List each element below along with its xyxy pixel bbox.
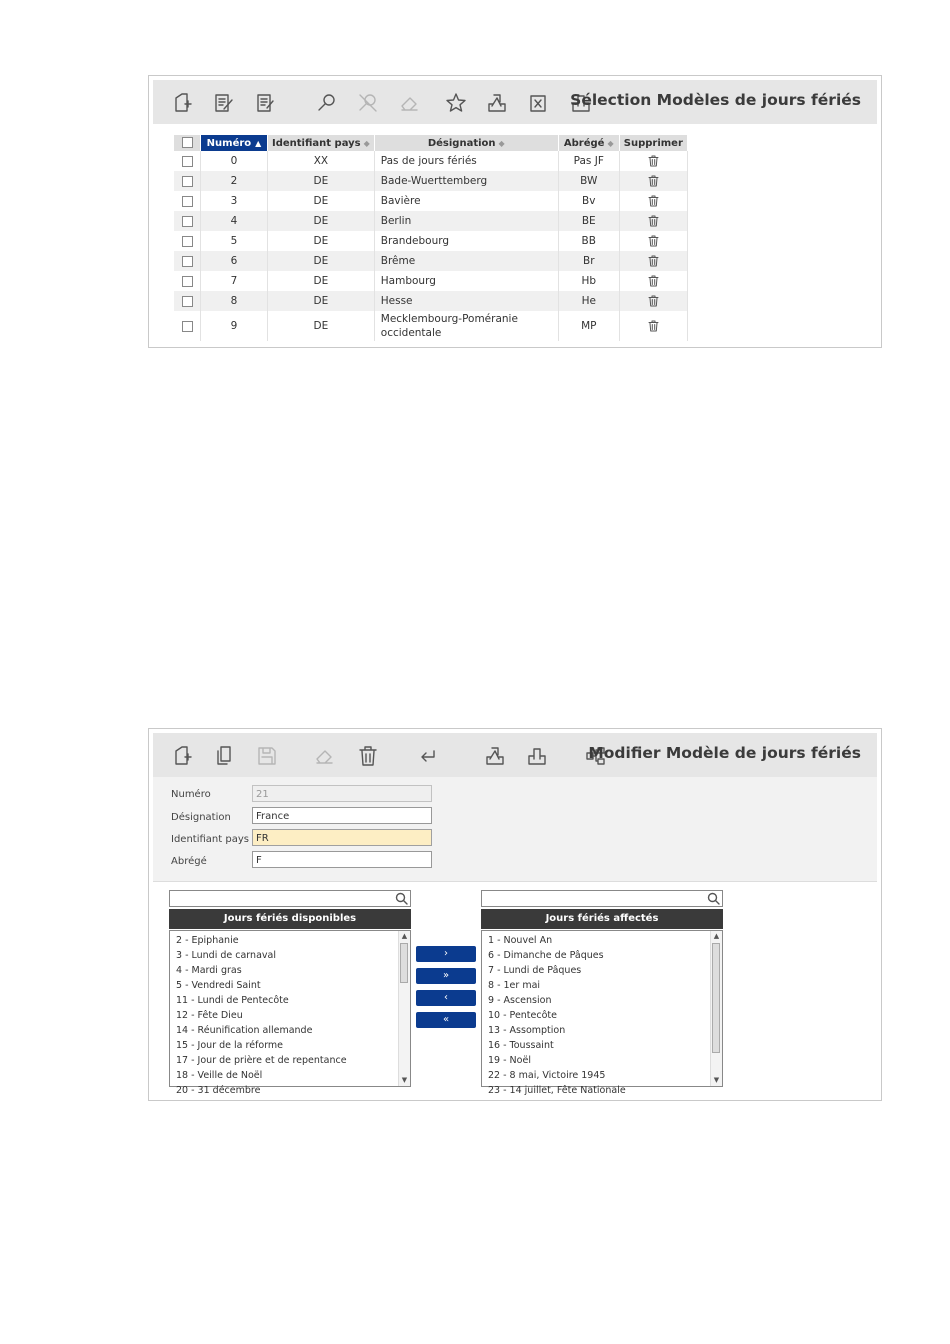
column-header-numero[interactable]: Numéro ▲: [201, 135, 268, 151]
table-row[interactable]: 5 DE Brandebourg BB: [174, 231, 687, 251]
list-item[interactable]: 6 - Dimanche de Pâques: [488, 950, 604, 961]
list-item[interactable]: 1 - Nouvel An: [488, 935, 553, 946]
export-icon[interactable]: [526, 745, 548, 767]
trash-icon[interactable]: [619, 171, 687, 191]
list-item[interactable]: 10 - Pentecôte: [488, 1010, 557, 1021]
search-icon[interactable]: [316, 92, 338, 114]
row-checkbox[interactable]: [182, 156, 193, 167]
scroll-thumb[interactable]: [712, 943, 720, 1053]
available-search-input[interactable]: [169, 890, 411, 907]
assigned-list-header: Jours fériés affectés: [481, 909, 723, 929]
divider: [153, 881, 877, 882]
add-one-button[interactable]: ›: [416, 946, 476, 962]
row-checkbox[interactable]: [182, 256, 193, 267]
remove-one-button[interactable]: ‹: [416, 990, 476, 1006]
list-item[interactable]: 14 - Réunification allemande: [176, 1025, 313, 1036]
list-item[interactable]: 16 - Toussaint: [488, 1040, 554, 1051]
scroll-up-icon[interactable]: ▲: [713, 932, 720, 940]
assigned-list[interactable]: [481, 930, 723, 1096]
abrege-label: Abrégé: [171, 856, 207, 867]
list-item[interactable]: 4 - Mardi gras: [176, 965, 242, 976]
add-all-button[interactable]: »: [416, 968, 476, 984]
pays-label: Identifiant pays: [171, 834, 249, 845]
copy-icon[interactable]: [214, 745, 236, 767]
table-header-row: [174, 135, 687, 151]
numero-field: 21: [252, 785, 432, 802]
assigned-search-input[interactable]: [481, 890, 723, 907]
selection-toolbar: [153, 80, 877, 124]
trash-icon[interactable]: [619, 231, 687, 251]
row-checkbox[interactable]: [182, 296, 193, 307]
star-icon[interactable]: [445, 92, 467, 114]
available-list-header: Jours fériés disponibles: [169, 909, 411, 929]
table-row[interactable]: 2 DE Bade-Wuerttemberg BW: [174, 171, 687, 191]
page-title: Sélection Modèles de jours fériés: [570, 91, 861, 109]
new-icon[interactable]: [172, 92, 194, 114]
column-header-abrege[interactable]: Abrégé ◆: [558, 135, 619, 151]
save-icon[interactable]: [256, 745, 278, 767]
list-item[interactable]: 22 - 8 mai, Victoire 1945: [488, 1070, 606, 1081]
list-item[interactable]: 23 - 14 juillet, Fête Nationale: [488, 1085, 626, 1096]
table-row[interactable]: 3 DE Bavière Bv: [174, 191, 687, 211]
row-checkbox[interactable]: [182, 236, 193, 247]
trash-icon[interactable]: [619, 191, 687, 211]
table-row[interactable]: 7 DE Hambourg Hb: [174, 271, 687, 291]
trash-icon[interactable]: [619, 291, 687, 311]
edit-form: [153, 777, 877, 881]
row-checkbox[interactable]: [182, 216, 193, 227]
table-row[interactable]: 8 DE Hesse He: [174, 291, 687, 311]
row-checkbox[interactable]: [182, 276, 193, 287]
scroll-up-icon[interactable]: ▲: [401, 932, 408, 940]
list-item[interactable]: 17 - Jour de prière et de repentance: [176, 1055, 347, 1066]
list-item[interactable]: 18 - Veille de Noël: [176, 1070, 263, 1081]
scroll-thumb[interactable]: [400, 943, 408, 983]
table-row[interactable]: 6 DE Brême Br: [174, 251, 687, 271]
search-icon[interactable]: [707, 892, 720, 905]
assigned-scrollbar[interactable]: [710, 931, 722, 1086]
new-icon[interactable]: [172, 745, 194, 767]
scroll-down-icon[interactable]: ▼: [713, 1076, 720, 1084]
edit-toolbar: [153, 733, 877, 777]
search-off-icon[interactable]: [357, 92, 379, 114]
search-icon[interactable]: [395, 892, 408, 905]
designation-label: Désignation: [171, 812, 231, 823]
column-header-designation[interactable]: Désignation ◆: [374, 135, 558, 151]
list-item[interactable]: 11 - Lundi de Pentecôte: [176, 995, 289, 1006]
list-item[interactable]: 19 - Noël: [488, 1055, 531, 1066]
print-icon[interactable]: [486, 92, 508, 114]
page-title: Modifier Modèle de jours fériés: [588, 744, 861, 762]
row-checkbox[interactable]: [182, 176, 193, 187]
excel-icon[interactable]: [528, 92, 550, 114]
row-checkbox[interactable]: [182, 196, 193, 207]
selection-panel: [148, 75, 882, 348]
return-icon[interactable]: [417, 745, 439, 767]
remove-all-button[interactable]: «: [416, 1012, 476, 1028]
edit-alt-icon[interactable]: [255, 92, 277, 114]
column-header-pays[interactable]: Identifiant pays ◆: [268, 135, 375, 151]
list-item[interactable]: 5 - Vendredi Saint: [176, 980, 261, 991]
available-list[interactable]: [169, 930, 411, 1096]
pays-field[interactable]: FR: [252, 829, 432, 846]
list-item[interactable]: 9 - Ascension: [488, 995, 552, 1006]
trash-icon[interactable]: [619, 311, 687, 341]
list-item[interactable]: 20 - 31 décembre: [176, 1085, 261, 1096]
available-scrollbar[interactable]: [398, 931, 410, 1086]
edit-panel: [148, 728, 882, 1101]
table-row[interactable]: 0 XX Pas de jours fériés Pas JF: [174, 151, 687, 171]
eraser-icon[interactable]: [314, 745, 336, 767]
select-all-checkbox[interactable]: [174, 135, 201, 151]
print-icon[interactable]: [484, 745, 506, 767]
numero-label: Numéro: [171, 789, 211, 800]
list-item[interactable]: 12 - Fête Dieu: [176, 1010, 243, 1021]
table-row[interactable]: 4 DE Berlin BE: [174, 211, 687, 231]
trash-icon[interactable]: [357, 745, 379, 767]
list-item[interactable]: 15 - Jour de la réforme: [176, 1040, 284, 1051]
row-checkbox[interactable]: [182, 321, 193, 332]
trash-icon[interactable]: [619, 211, 687, 231]
trash-icon[interactable]: [619, 151, 687, 171]
list-item[interactable]: 13 - Assomption: [488, 1025, 566, 1036]
table-row[interactable]: 9 DE Mecklembourg-Poméranie occidentale MP: [174, 311, 687, 341]
abrege-field[interactable]: F: [252, 851, 432, 868]
list-item[interactable]: 7 - Lundi de Pâques: [488, 965, 582, 976]
column-header-supprimer: Supprimer: [619, 135, 687, 151]
designation-field[interactable]: France: [252, 807, 432, 824]
list-item[interactable]: 3 - Lundi de carnaval: [176, 950, 276, 961]
trash-icon[interactable]: [619, 271, 687, 291]
holiday-model-table: [174, 135, 688, 341]
scroll-down-icon[interactable]: ▼: [401, 1076, 408, 1084]
list-item[interactable]: 8 - 1er mai: [488, 980, 541, 991]
edit-icon[interactable]: [213, 92, 235, 114]
list-item[interactable]: 2 - Epiphanie: [176, 935, 239, 946]
eraser-icon[interactable]: [399, 92, 421, 114]
trash-icon[interactable]: [619, 251, 687, 271]
